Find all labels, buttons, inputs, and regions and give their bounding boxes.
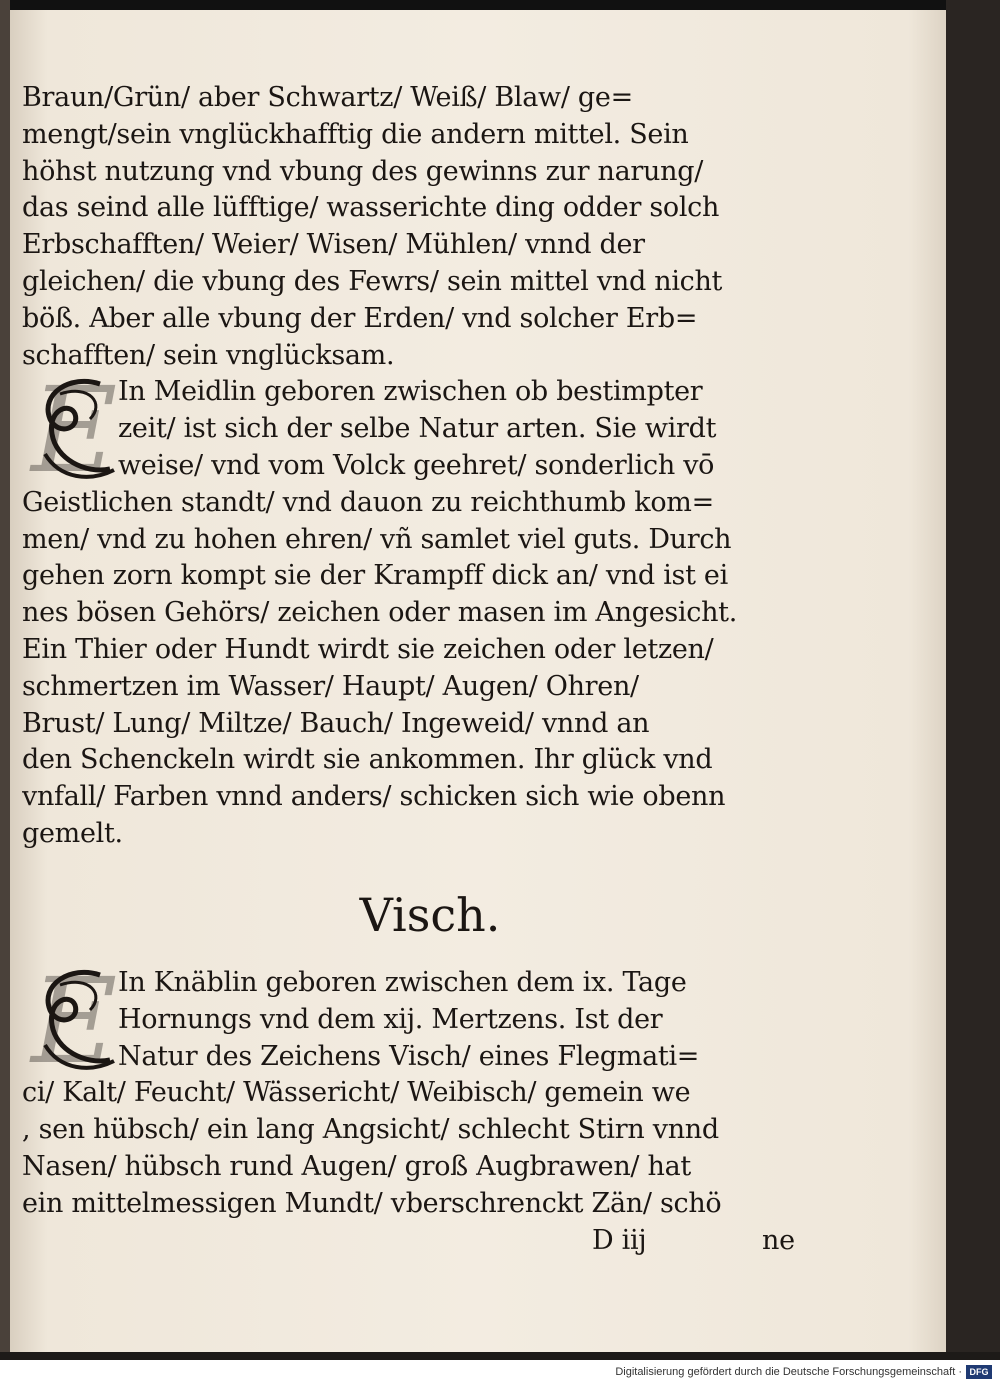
- text-line: vnfall/ Farben vnnd anders/ schicken sich wie obenn: [22, 781, 726, 813]
- dfg-logo: DFG: [966, 1365, 992, 1379]
- text-line: Hornungs vnd dem xij. Mertzens. Ist der: [118, 1003, 663, 1035]
- text-line: höhst nutzung vnd vbung des gewinns zur narung/: [22, 155, 703, 187]
- text-line: schmertzen im Wasser/ Haupt/ Augen/ Ohren/: [22, 670, 639, 702]
- dropcap-letter: E: [31, 361, 117, 500]
- text-line: Geistlichen standt/ vnd dauon zu reichthumb kom=: [22, 486, 714, 518]
- scan-top-border: [0, 0, 1000, 10]
- text-line: Brust/ Lung/ Miltze/ Bauch/ Ingeweid/ vnnd an: [22, 707, 650, 739]
- text-line: men/ vnd zu hohen ehren/ vñ samlet viel guts. Durch: [22, 523, 732, 555]
- text-line: In Knäblin geboren zwischen dem ix. Tage: [118, 967, 687, 998]
- section-heading: Visch.: [359, 888, 501, 942]
- text-line: In Meidlin geboren zwischen ob bestimpter: [118, 376, 703, 408]
- text-line: den Schenckeln wirdt sie ankommen. Ihr glück vnd: [22, 744, 713, 776]
- text-line: gleichen/ die vbung des Fewrs/ sein mittel vnd nicht: [22, 265, 723, 297]
- catchword: ne: [762, 1224, 795, 1256]
- page-text: [22, 80, 812, 853]
- text-line: nes bösen Gehörs/ zeichen oder masen im Angesicht.: [22, 597, 738, 629]
- scan-right-edge: [946, 0, 1000, 1358]
- text-line: Natur des Zeichens Visch/ eines Flegmati=: [118, 1040, 700, 1072]
- signature-mark: D iij: [592, 1224, 647, 1256]
- text-line: gehen zorn kompt sie der Krampff dick an/ vnd ist ei: [22, 560, 728, 592]
- text-line: ein mittelmessigen Mundt/ vberschrenckt Zän/ schö: [22, 1187, 722, 1219]
- text-line: Ein Thier oder Hundt wirdt sie zeichen oder letzen/: [22, 633, 714, 665]
- text-line: ci/ Kalt/ Feucht/ Wässericht/ Weibisch/ gemein we: [22, 1077, 691, 1109]
- scan-left-edge: [0, 0, 10, 1358]
- text-line: mengt/sein vnglückhafftig die andern mittel. Sein: [22, 118, 689, 150]
- text-line: schafften/ sein vnglücksam.: [22, 339, 395, 371]
- text-line: böß. Aber alle vbung der Erden/ vnd solcher Erb=: [22, 302, 698, 334]
- text-line: Nasen/ hübsch rund Augen/ groß Augbrawen/ hat: [22, 1150, 691, 1182]
- text-line: Erbschafften/ Weier/ Wisen/ Mühlen/ vnnd der: [22, 229, 645, 261]
- text-line: das seind alle lüfftige/ wasserichte ding odder solch: [22, 192, 720, 224]
- page-signature-row: [22, 1223, 812, 1260]
- book-page: [10, 10, 946, 1352]
- scan-bottom-edge: [0, 1352, 1000, 1360]
- text-line: , sen hübsch/ ein lang Angsicht/ schlecht Stirn vnnd: [22, 1114, 719, 1146]
- footer-credit: Digitalisierung gefördert durch die Deutsche Forschungsgemeinschaft ·: [615, 1366, 962, 1378]
- footer-bar: [0, 1360, 1000, 1385]
- text-line: zeit/ ist sich der selbe Natur arten. Sie wirdt: [118, 413, 717, 445]
- page-text-section-2: [22, 952, 812, 1259]
- text-line: weise/ vnd vom Volck geehret/ sonderlich vō: [118, 449, 715, 481]
- text-line: Braun/Grün/ aber Schwartz/ Weiß/ Blaw/ ge=: [22, 82, 633, 113]
- text-line: gemelt.: [22, 817, 123, 849]
- dropcap-letter: E: [31, 952, 117, 1090]
